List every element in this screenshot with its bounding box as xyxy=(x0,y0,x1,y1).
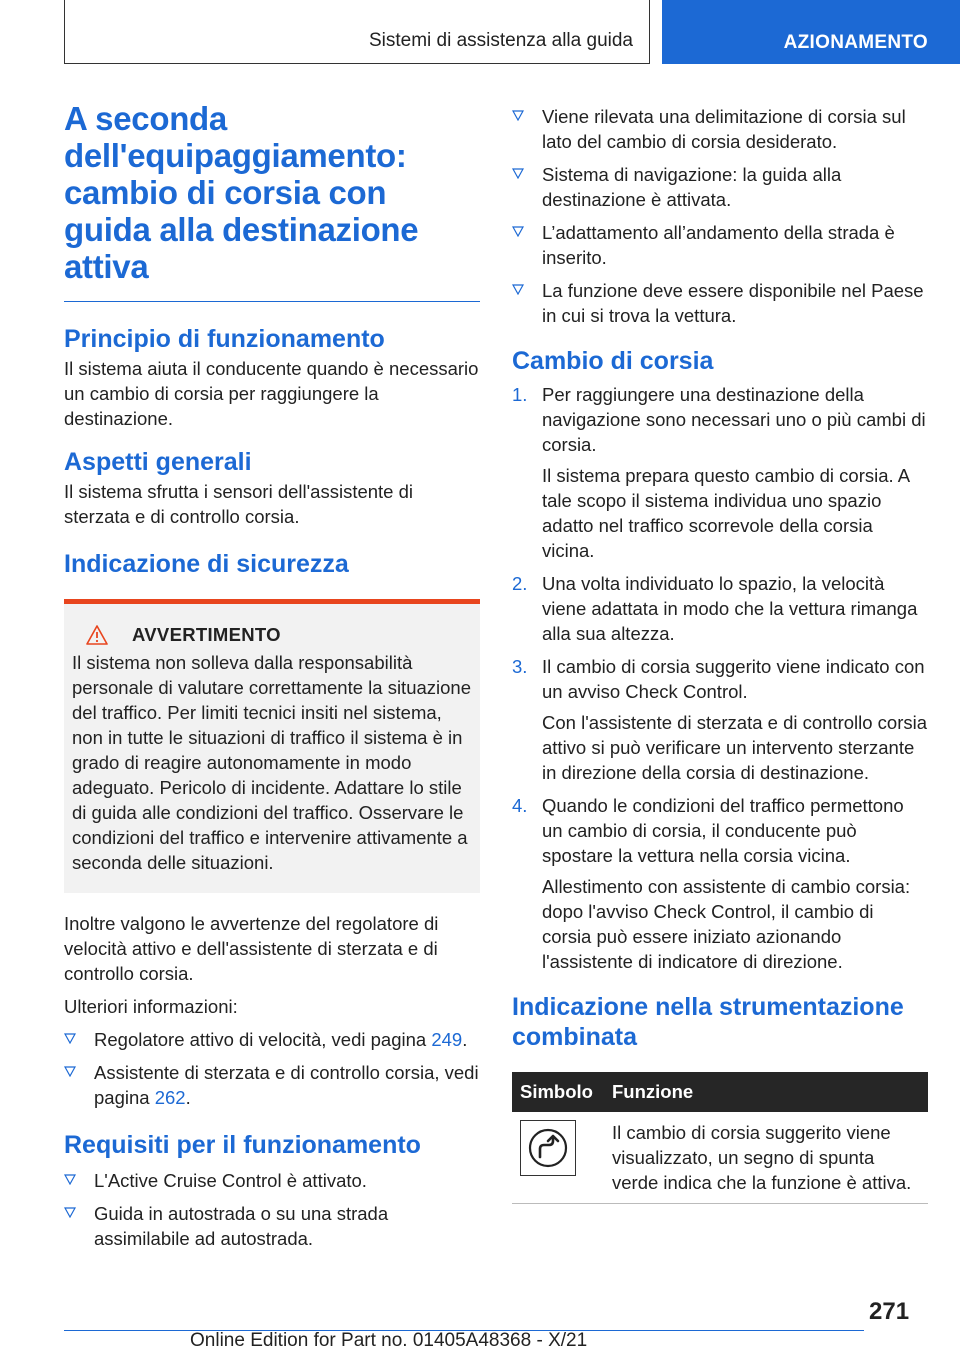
page-link-249[interactable]: 249 xyxy=(431,1029,463,1050)
triangle-bullet-icon xyxy=(64,1066,76,1077)
requisiti-list xyxy=(64,1168,480,1251)
step-number: 1. xyxy=(512,384,528,405)
left-column xyxy=(64,100,480,1259)
symbol-table xyxy=(512,1072,928,1204)
right-column xyxy=(512,104,928,1204)
ulteriori-text: Ulteriori informazioni: xyxy=(64,996,238,1017)
list-item: 2. Una volta individuato lo spazio, la velocità viene adattata in modo che la vettura rimanga alla sua altezza. xyxy=(512,573,918,644)
heading-indicazione: Indicazione nella strumentazione combinata xyxy=(512,993,904,1051)
page-link-262[interactable]: 262 xyxy=(154,1087,186,1108)
triangle-bullet-icon xyxy=(64,1033,76,1044)
list-item: 3. Il cambio di corsia suggerito viene indicato con un avviso Check Control. Con l'assistente di sterzata e di controllo corsia attivo si può verificare un intervento sterzante in direzione della corsia di destinazione. xyxy=(512,656,928,783)
function-text: Il cambio di corsia suggerito viene visualizzato, un segno di spunta verde indica che la funzione è attiva. xyxy=(604,1112,928,1204)
principio-text: Il sistema aiuta il conducente quando è necessario un cambio di corsia per raggiungere la destinazione. xyxy=(64,358,479,429)
step-number: 2. xyxy=(512,573,528,594)
step-number: 4. xyxy=(512,795,528,816)
page-title: A seconda dell'equipaggiamento: cambio di corsia con guida alla destinazione attiva xyxy=(64,100,419,285)
list-item: La funzione deve essere disponibile nel Paese in cui si trova la vettura. xyxy=(512,278,928,328)
inoltre-text: Inoltre valgono le avvertenze del regolatore di velocità attivo e dell'assistente di sterzata e di controllo corsia. xyxy=(64,913,439,984)
step-number: 3. xyxy=(512,656,528,677)
warning-text: Il sistema non solleva dalla responsabilità personale di valutare correttamente la situazione del traffico. Per limiti tecnici insiti nel sistema, non in tutte le situazioni di traffico il sistema è in grado di reagire autonomamente in modo adeguato. Pericolo di incidente. Adattare lo stile di guida alle condizioni del traffico. Osservare le condizioni del traffico e intervenire attivamente a seconda delle situazioni. xyxy=(72,652,472,873)
symbol-cell xyxy=(520,1120,576,1176)
triangle-bullet-icon xyxy=(512,284,524,295)
col-function-header: Funzione xyxy=(604,1072,928,1112)
refs-list xyxy=(64,1027,480,1110)
list-item: Regolatore attivo di velocità, vedi pagina 249. xyxy=(64,1027,480,1052)
list-item: Guida in autostrada o su una strada assimilabile ad autostrada. xyxy=(64,1201,480,1251)
warning-box xyxy=(64,599,480,893)
heading-requisiti: Requisiti per il funzionamento xyxy=(64,1131,421,1159)
header-chapter-tab[interactable] xyxy=(662,0,960,64)
triangle-bullet-icon xyxy=(512,226,524,237)
steps-list xyxy=(512,382,928,974)
warning-triangle-icon xyxy=(86,625,108,645)
heading-sicurezza: Indicazione di sicurezza xyxy=(64,550,349,578)
list-item: 1. Per raggiungere una destinazione della navigazione sono necessari uno o più cambi di corsia. Il sistema prepara questo cambio di corsia. A tale scopo il sistema individua uno spazio adatto nel traffico scorrevole della corsia vicina. xyxy=(512,384,926,561)
heading-cambio: Cambio di corsia xyxy=(512,347,714,375)
warning-title: AVVERTIMENTO xyxy=(132,624,281,645)
list-item: Assistente di sterzata e di controllo corsia, vedi pagina 262. xyxy=(64,1060,480,1110)
page-number: 271 xyxy=(869,1298,910,1325)
triangle-bullet-icon xyxy=(64,1207,76,1218)
list-item: L'Active Cruise Control è attivato. xyxy=(64,1168,480,1193)
triangle-bullet-icon xyxy=(64,1174,76,1185)
requisiti-list-cont xyxy=(512,104,928,328)
footer-edition: Online Edition for Part no. 01405A48368 - X/21 xyxy=(190,1330,588,1351)
header-section-box xyxy=(64,0,650,64)
section-title: Sistemi di assistenza alla guida xyxy=(368,30,633,51)
chapter-title: AZIONAMENTO xyxy=(783,32,928,53)
heading-aspetti: Aspetti generali xyxy=(64,448,252,476)
aspetti-text: Il sistema sfrutta i sensori dell'assistente di sterzata e di controllo corsia. xyxy=(64,481,414,527)
triangle-bullet-icon xyxy=(512,110,524,121)
lane-change-arrow-icon xyxy=(527,1127,569,1169)
list-item: Viene rilevata una delimitazione di corsia sul lato del cambio di corsia desiderato. xyxy=(512,104,928,154)
list-item: Sistema di navigazione: la guida alla destinazione è attivata. xyxy=(512,162,928,212)
triangle-bullet-icon xyxy=(512,168,524,179)
table-row xyxy=(512,1112,928,1204)
title-divider xyxy=(64,301,480,302)
list-item: L’adattamento all’andamento della strada è inserito. xyxy=(512,220,928,270)
col-symbol-header: Simbolo xyxy=(512,1072,604,1112)
list-item: 4. Quando le condizioni del traffico permettono un cambio di corsia, il conducente può spostare la vettura nella corsia vicina. Allestimento con assistente di cambio corsia: dopo l'avviso Check Control, il cambio di corsia può essere iniziato azionando l'assistente di indicatore di direzione. xyxy=(512,795,911,972)
heading-principio: Principio di funzionamento xyxy=(64,325,385,353)
